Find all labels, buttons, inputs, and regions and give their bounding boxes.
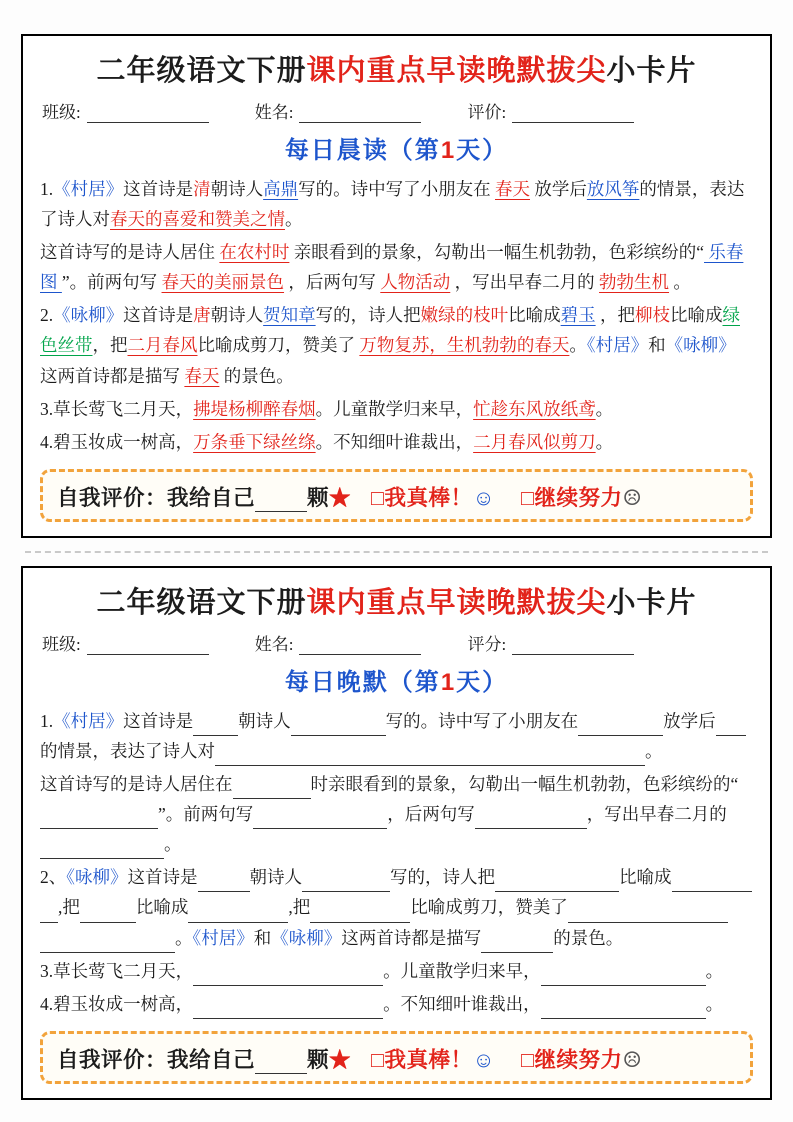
blank-line: [120, 811, 158, 829]
text-segment: 2.: [40, 305, 54, 326]
text-segment: 每日晚默（第: [284, 668, 441, 696]
text-segment: ”。前两句写: [158, 804, 254, 825]
text-segment: 。: [164, 834, 182, 855]
text-segment: 继续努力: [534, 485, 623, 510]
text-segment: 。: [285, 209, 303, 230]
score-input-line: [512, 104, 634, 123]
text-segment: 朝诗人: [249, 867, 302, 888]
name-input-line: [299, 104, 421, 123]
blank-line: [455, 748, 535, 766]
blank-line: [371, 718, 386, 736]
class-input-line: [87, 636, 209, 655]
blank-line: [575, 874, 619, 892]
text-segment: 自我评价：我给自己: [57, 485, 256, 510]
text-segment: 放学后: [663, 710, 716, 731]
text-segment: 。不知细叶谁裁出，: [383, 993, 541, 1014]
name-field: [255, 630, 422, 655]
checkbox-great: □: [371, 1047, 385, 1072]
frown-icon: ☹: [622, 1047, 643, 1072]
paragraph-poem1-intro: [40, 174, 753, 234]
text-segment: 清: [193, 179, 211, 199]
text-segment: 勃勃生机: [599, 272, 670, 293]
blank-line: [353, 967, 383, 985]
card-title: [40, 580, 753, 621]
text-segment: 万物复苏，生机勃勃的春天: [359, 335, 570, 356]
blank-line: [40, 841, 120, 859]
text-segment: 。: [645, 740, 663, 761]
name-label: 姓名:: [254, 634, 294, 654]
text-segment: 颗: [307, 1047, 330, 1072]
checkbox-keep-trying: □: [521, 485, 535, 510]
text-segment: 比喻成: [670, 305, 723, 326]
text-segment: ，后两句写: [284, 272, 381, 293]
text-segment: ，把: [92, 335, 128, 356]
blank-line: [475, 811, 555, 829]
blank-line: [40, 904, 58, 922]
self-evaluation-box: [40, 469, 753, 522]
text-segment: 我真棒！: [384, 1047, 473, 1072]
blank-line: [120, 841, 164, 859]
text-segment: 比喻成: [135, 897, 189, 918]
paragraph-poem2: [40, 300, 753, 390]
blank-line: [120, 934, 175, 952]
grade-field: [467, 630, 634, 655]
text-segment: 小卡片: [606, 586, 697, 619]
blank-line: [302, 874, 382, 892]
blank-line: [273, 967, 353, 985]
text-segment: 《咏柳》: [665, 335, 736, 356]
blank-line: [198, 874, 250, 892]
blank-line: [40, 811, 120, 829]
text-segment: 天）: [456, 137, 509, 164]
text-segment: 课内重点早读晚默拔尖: [306, 55, 607, 87]
text-segment: 写的，诗人把: [390, 867, 495, 888]
blank-line: [193, 1000, 273, 1018]
text-segment: 1.: [40, 179, 54, 199]
text-segment: 。: [705, 993, 724, 1014]
text-segment: 。: [569, 335, 587, 356]
blank-line: [541, 967, 621, 985]
blank-line: [233, 781, 311, 799]
text-segment: 1.: [40, 710, 54, 731]
text-segment: 1: [440, 137, 457, 164]
class-field: [42, 98, 209, 123]
blank-line: [541, 1000, 621, 1018]
text-segment: 3.草长莺飞二月天，: [40, 398, 194, 419]
text-segment: 二年级语文下册: [96, 586, 307, 619]
paragraph-verse1: [40, 956, 753, 986]
text-segment: 放学后: [530, 179, 587, 199]
text-segment: 春天的喜爱和赞美之情: [110, 209, 285, 230]
text-segment: 《村居》: [53, 710, 124, 731]
text-segment: 乐春图: [40, 242, 744, 293]
text-segment: 嫩绿的枝叶: [420, 305, 509, 326]
text-segment: 写的，诗人把: [315, 305, 421, 326]
cut-line: [25, 551, 768, 553]
blank-line: [268, 904, 288, 922]
text-segment: 《咏柳》: [66, 867, 128, 888]
text-segment: 这两首诗都是描写: [341, 927, 482, 948]
paragraph-verse2: [40, 427, 753, 457]
score-field: [467, 98, 634, 123]
text-segment: 写的。诗中写了小朋友在: [385, 710, 579, 731]
class-label: 班级:: [42, 634, 81, 654]
card-body: [40, 174, 753, 457]
blank-line: [188, 904, 268, 922]
text-segment: 柳枝: [635, 305, 670, 326]
blank-line: [390, 904, 410, 922]
text-segment: 绿色丝带: [40, 305, 740, 356]
text-segment: 。儿童散学归来早，: [315, 398, 474, 419]
text-segment: 朝诗人: [210, 179, 264, 199]
text-segment: 颗: [307, 485, 330, 510]
blank-line: [255, 1051, 307, 1074]
smile-icon: ☺: [472, 1047, 496, 1072]
text-segment: 在农村时: [219, 242, 290, 263]
blank-line: [621, 1000, 701, 1018]
text-segment: 二月春风似剪刀: [473, 431, 596, 452]
checkbox-keep-trying: □: [521, 1047, 535, 1072]
section-heading-morning: [40, 130, 753, 165]
blank-line: [535, 748, 615, 766]
blank-line: [716, 718, 746, 736]
text-segment: 春天的美丽景色: [161, 272, 285, 293]
blank-line: [193, 967, 273, 985]
text-segment: 每日晨读（第: [284, 137, 441, 164]
blank-line: [40, 934, 120, 952]
text-segment: ，把: [595, 305, 635, 326]
text-segment: 1: [440, 668, 457, 696]
class-label: 班级:: [42, 103, 81, 122]
text-segment: 唐: [193, 305, 211, 326]
text-segment: 这首诗是: [123, 179, 194, 199]
text-segment: 《咏柳》: [271, 927, 342, 948]
text-segment: 《村居》: [53, 179, 124, 199]
text-segment: 的情景，表达了诗人对: [40, 740, 215, 761]
card-evening-dictation: [21, 566, 772, 1100]
text-segment: 朝诗人: [238, 710, 291, 731]
blank-line: [193, 718, 238, 736]
grade-input-line: [512, 636, 634, 655]
paragraph-verse2: [40, 989, 753, 1019]
text-segment: ，写出早春二月的: [586, 804, 727, 825]
name-input-line: [299, 636, 421, 655]
text-segment: 忙趁东风放纸鸢: [473, 398, 596, 419]
text-segment: 比喻成剪刀，赞美了: [410, 897, 568, 918]
blank-line: [253, 811, 333, 829]
text-segment: 自我评价：我给自己: [57, 1047, 256, 1072]
blank-line: [648, 904, 728, 922]
text-segment: ”。前两句写: [61, 272, 162, 293]
blank-line: [80, 904, 136, 922]
blank-line: [672, 874, 752, 892]
blank-line: [578, 718, 658, 736]
text-segment: 。: [669, 272, 691, 293]
text-segment: 4.碧玉妆成一树高，: [40, 431, 194, 452]
text-segment: 春天: [495, 179, 530, 199]
text-segment: 天）: [456, 668, 509, 696]
text-segment: ，后两句写: [387, 804, 475, 825]
text-segment: 二月春风: [127, 335, 198, 356]
blank-line: [555, 811, 587, 829]
text-segment: 课内重点早读晚默拔尖: [306, 586, 607, 619]
text-segment: 小卡片: [606, 55, 697, 87]
text-segment: 时亲眼看到的景象，勾勒出一幅生机勃勃，色彩缤纷的“: [310, 774, 739, 795]
text-segment: 这首诗写的是诗人居住: [40, 242, 220, 263]
text-segment: 二年级语文下册: [96, 55, 307, 87]
paragraph-poem2: [40, 862, 753, 952]
text-segment: 比喻成: [619, 867, 672, 888]
text-segment: 这两首诗都是描写: [40, 365, 185, 386]
checkbox-great: □: [371, 485, 385, 510]
text-segment: 比喻成: [508, 305, 561, 326]
class-input-line: [87, 104, 209, 123]
text-segment: 的景色。: [553, 927, 624, 948]
text-segment: 和: [253, 927, 272, 948]
text-segment: 3.草长莺飞二月天，: [40, 960, 194, 981]
blank-line: [621, 967, 701, 985]
blank-line: [615, 748, 645, 766]
blank-line: [291, 718, 371, 736]
info-row: [42, 630, 751, 655]
star-icon: ★: [329, 485, 352, 510]
text-segment: 亲眼看到的景象，勾勒出一幅生机勃勃，色彩缤纷的“: [289, 242, 705, 263]
grade-label: 评分:: [467, 634, 507, 654]
text-segment: ,把: [58, 897, 80, 918]
paragraph-verse1: [40, 394, 753, 424]
text-segment: ,把: [288, 897, 311, 918]
text-segment: 拂堤杨柳醉春烟: [193, 398, 316, 419]
text-segment: 的情景，表达了诗人对: [40, 179, 745, 230]
text-segment: 。: [595, 398, 614, 419]
paragraph-poem1-intro: [40, 706, 753, 766]
smile-icon: ☺: [472, 485, 496, 510]
text-segment: 继续努力: [534, 1047, 623, 1072]
text-segment: 碧玉: [560, 305, 596, 326]
info-row: [42, 98, 751, 123]
section-heading-evening: [40, 662, 753, 697]
text-segment: 4.碧玉妆成一树高，: [40, 993, 194, 1014]
text-segment: 贺知章: [263, 305, 316, 326]
text-segment: 这首诗是: [123, 305, 194, 326]
text-segment: 春天: [184, 365, 220, 386]
text-segment: 。: [175, 927, 193, 948]
paragraph-poem1-analysis: [40, 237, 753, 297]
blank-line: [333, 811, 387, 829]
class-field: [42, 630, 209, 655]
text-segment: 这首诗写的是诗人居住在: [40, 774, 233, 795]
frown-icon: ☹: [622, 485, 643, 510]
text-segment: 高鼎: [263, 179, 299, 199]
text-segment: 万条垂下绿丝绦: [193, 431, 316, 452]
blank-line: [568, 904, 648, 922]
blank-line: [255, 489, 307, 512]
blank-line: [273, 1000, 353, 1018]
text-segment: ，写出早春二月的: [450, 272, 600, 293]
card-body: [40, 706, 753, 1019]
blank-line: [310, 904, 390, 922]
text-segment: 这首诗是: [127, 867, 198, 888]
text-segment: 《村居》: [586, 335, 649, 356]
blank-line: [295, 748, 375, 766]
blank-line: [375, 748, 455, 766]
text-segment: 。儿童散学归来早，: [383, 960, 541, 981]
text-segment: 《村居》: [192, 927, 254, 948]
text-segment: 人物活动: [380, 272, 451, 293]
blank-line: [382, 874, 390, 892]
text-segment: 。不知细叶谁裁出，: [315, 431, 474, 452]
paragraph-poem1-analysis: [40, 769, 753, 859]
text-segment: 的景色。: [219, 365, 294, 386]
star-icon: ★: [329, 1047, 352, 1072]
text-segment: 写的。诗中写了小朋友在: [298, 179, 495, 199]
text-segment: 朝诗人: [210, 305, 264, 326]
text-segment: 2、: [40, 867, 67, 888]
name-field: [255, 98, 422, 123]
text-segment: 。: [705, 960, 724, 981]
card-morning-reading: [21, 34, 772, 538]
text-segment: 。: [595, 431, 614, 452]
text-segment: 比喻成剪刀，赞美了: [197, 335, 360, 356]
text-segment: 放风筝: [586, 179, 640, 199]
text-segment: 和: [648, 335, 666, 356]
self-evaluation-box: [40, 1031, 753, 1084]
blank-line: [353, 1000, 383, 1018]
name-label: 姓名:: [254, 103, 294, 122]
text-segment: 这首诗是: [123, 710, 194, 731]
card-title: [40, 48, 753, 89]
text-segment: 我真棒！: [384, 485, 473, 510]
score-label: 评价:: [467, 103, 507, 122]
blank-line: [215, 748, 295, 766]
blank-line: [481, 934, 553, 952]
text-segment: 《咏柳》: [53, 305, 124, 326]
blank-line: [495, 874, 575, 892]
